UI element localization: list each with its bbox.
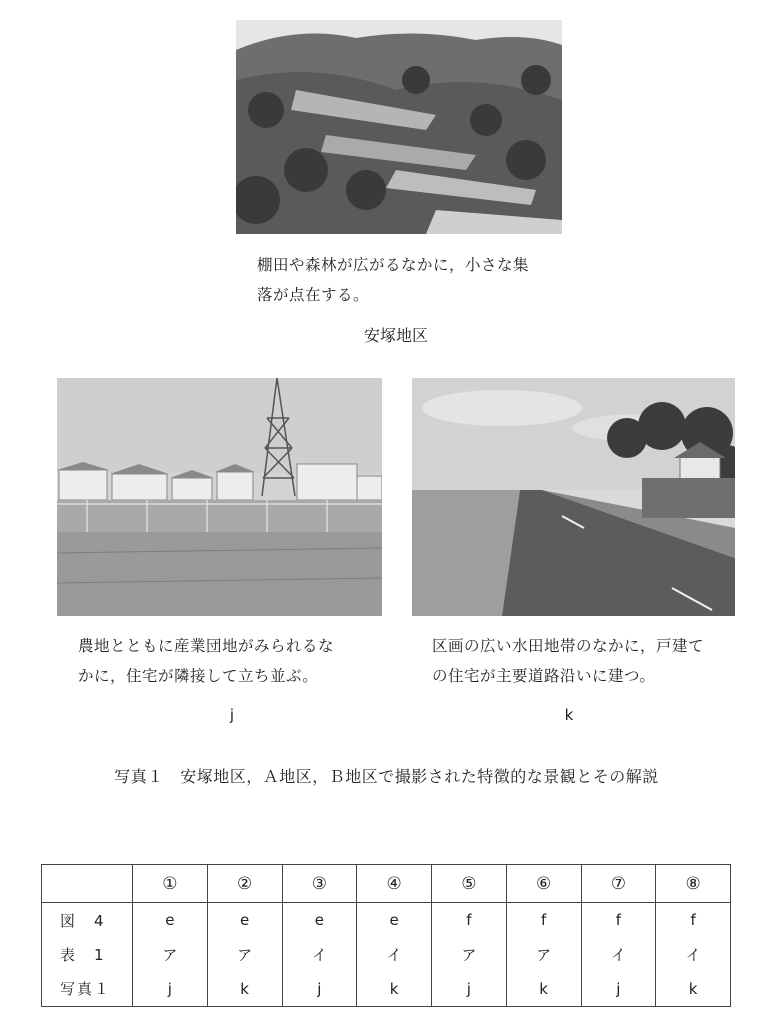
table-cell: j (581, 972, 656, 1007)
table-row (42, 938, 731, 972)
table-cell: ア (506, 938, 581, 972)
photo-terraced-hills (236, 20, 562, 234)
caption-line: 区画の広い水田地帯のなかに，戸建て (432, 637, 705, 655)
column-header: ⑥ (506, 865, 581, 903)
table-cell: e (133, 903, 208, 938)
table-cell: k (357, 972, 432, 1007)
photo-top-caption (257, 250, 557, 310)
table-cell: ア (207, 938, 282, 972)
table-header-row (42, 865, 731, 903)
table-corner-cell (42, 865, 133, 903)
figure-title: 写真１ 安塚地区，Ａ地区，Ｂ地区で撮影された特徴的な景観とその解説 (114, 767, 659, 786)
photo-right-caption (432, 631, 742, 691)
photo-label-j: j (229, 706, 235, 724)
table-cell: e (207, 903, 282, 938)
table-cell: j (133, 972, 208, 1007)
row-header: 表 1 (42, 938, 133, 972)
caption-line: の住宅が主要道路沿いに建つ。 (432, 667, 656, 685)
table-row (42, 972, 731, 1007)
column-header: ⑤ (432, 865, 507, 903)
table-cell: k (207, 972, 282, 1007)
column-header: ② (207, 865, 282, 903)
table-cell: e (357, 903, 432, 938)
row-header: 図 4 (42, 903, 133, 938)
area-name-yasuzuka: 安塚地区 (363, 326, 428, 345)
caption-line: 農地とともに産業団地がみられるな (78, 637, 335, 655)
caption-line: 棚田や森林が広がるなかに，小さな集 (257, 256, 530, 274)
column-header: ⑧ (656, 865, 731, 903)
column-header: ⑦ (581, 865, 656, 903)
table-cell: イ (656, 938, 731, 972)
column-header: ① (133, 865, 208, 903)
column-header: ③ (282, 865, 357, 903)
table-cell: f (581, 903, 656, 938)
photo-label-k: k (564, 706, 574, 724)
table-cell: イ (581, 938, 656, 972)
photo-industrial-residential (57, 378, 382, 616)
photo-road-paddy-fields (412, 378, 735, 616)
table-row (42, 903, 731, 938)
table-cell: j (282, 972, 357, 1007)
table-cell: f (656, 903, 731, 938)
table-cell: f (432, 903, 507, 938)
table-cell: f (506, 903, 581, 938)
table-cell: k (506, 972, 581, 1007)
table-cell: ア (432, 938, 507, 972)
row-header: 写真１ (42, 972, 133, 1007)
column-header: ④ (357, 865, 432, 903)
caption-line: 落が点在する。 (257, 286, 370, 304)
table-cell: e (282, 903, 357, 938)
table-cell: イ (282, 938, 357, 972)
table-cell: j (432, 972, 507, 1007)
table-cell: k (656, 972, 731, 1007)
table-cell: ア (133, 938, 208, 972)
photo-left-caption (78, 631, 388, 691)
table-cell: イ (357, 938, 432, 972)
answer-choice-table (41, 864, 731, 1007)
caption-line: かに，住宅が隣接して立ち並ぶ。 (78, 667, 319, 685)
